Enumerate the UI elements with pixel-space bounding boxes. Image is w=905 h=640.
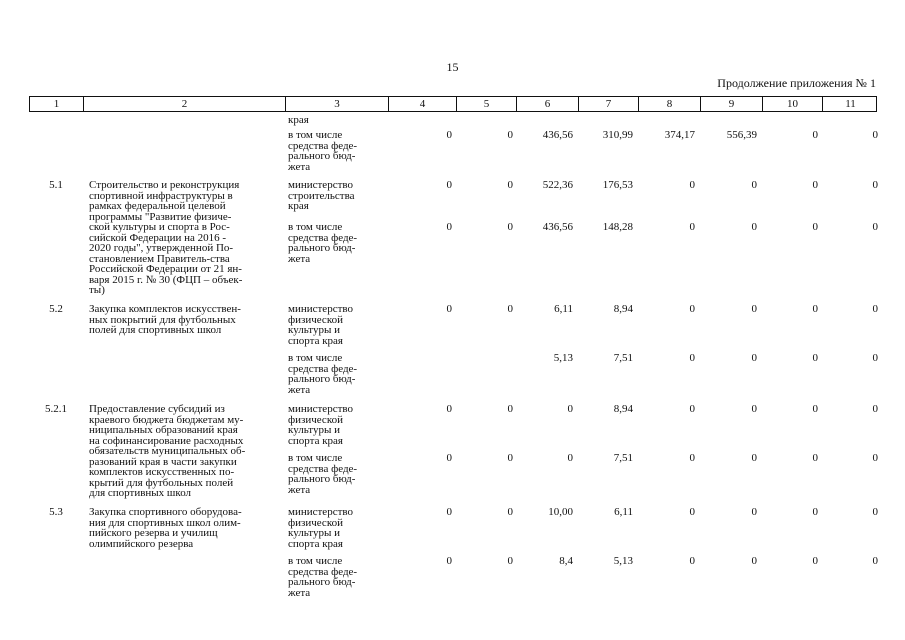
value-cell: 0 [689,555,695,567]
value-cell: 0 [812,352,818,364]
column-header: 11 [845,98,856,110]
value-cell: 0 [507,303,513,315]
page-number: 15 [446,60,459,74]
value-cell: 0 [751,452,757,464]
value-cell: 0 [812,506,818,518]
value-cell: 436,56 [542,129,573,141]
activity-name: Строительство и реконструкция спортивной инфраструктуры в рамках федеральной целевой программы "Развитие физиче- ской культуры и спорта в Рос- сийской Федерации на 2016 - 2020 годы", утвержденной По- становлением Правитель-ства Российской Федерации от 21 ян- варя 2015 г. № 30 (ФЦП – объек- ты) [89,179,243,296]
value-cell: 8,94 [613,303,633,315]
executor: в том числе средства феде- рального бюд- жета [288,555,358,599]
column-header: 10 [763,97,823,111]
value-cell: 0 [812,555,818,567]
continuation-note: Продолжение приложения № 1 [717,76,876,90]
executor: министерство физической культуры и спорта края [288,303,354,347]
executor: в том числе средства феде- рального бюд- жета [288,452,358,496]
value-cell: 0 [446,179,452,191]
executor: министерство строительства края [288,179,355,212]
row-number: 5.1 [49,179,63,191]
executor: в том числе средства феде- рального бюд- жета [288,352,358,396]
value-cell: 0 [751,179,757,191]
value-cell: 0 [872,352,878,364]
value-cell: 0 [446,506,452,518]
value-cell: 522,36 [542,179,573,191]
value-cell: 0 [689,403,695,415]
value-cell: 0 [751,303,757,315]
value-cell: 6,11 [614,506,633,518]
value-cell: 0 [567,403,573,415]
column-header: 6 [517,97,579,111]
value-cell: 0 [751,506,757,518]
activity-name: Предоставление субсидий из краевого бюджета бюджетам му- ниципальных образований края на софинансирование расходных обязательств муниципальных об- разований края в части закупки комплектов искусственных по- крытий для футбольных полей для спортивных школ [89,403,246,499]
value-cell: 0 [812,179,818,191]
value-cell: 310,99 [602,129,633,141]
value-cell: 0 [446,221,452,233]
activity-name: Закупка комплектов искусствен- ных покрытий для футбольных полей для спортивных школ [89,303,241,336]
column-header: 8 [639,97,701,111]
value-cell: 176,53 [602,179,633,191]
value-cell: 0 [507,555,513,567]
value-cell: 0 [751,403,757,415]
value-cell: 0 [872,303,878,315]
value-cell: 0 [872,221,878,233]
value-cell: 556,39 [726,129,757,141]
value-cell: 0 [812,303,818,315]
value-cell: 0 [872,179,878,191]
value-cell: 0 [689,179,695,191]
value-cell: 0 [751,352,757,364]
value-cell: 0 [872,555,878,567]
value-cell: 0 [689,352,695,364]
value-cell: 0 [507,129,513,141]
column-header: 4 [389,97,457,111]
column-header: 7 [579,97,639,111]
value-cell: 0 [507,403,513,415]
value-cell: 5,13 [553,352,573,364]
column-header: 3 [286,97,389,111]
value-cell: 8,94 [613,403,633,415]
value-cell: 8,4 [559,555,573,567]
executor: в том числе средства феде- рального бюд- жета [288,129,358,173]
value-cell: 0 [567,452,573,464]
column-header: 5 [457,97,517,111]
value-cell: 0 [507,221,513,233]
row-number: 5.2 [49,303,63,315]
executor: в том числе средства феде- рального бюд- жета [288,221,358,265]
column-header: 1 [30,97,84,111]
value-cell: 0 [872,452,878,464]
value-cell: 0 [751,555,757,567]
value-cell: 0 [446,303,452,315]
value-cell: 0 [689,221,695,233]
value-cell: 7,51 [613,352,633,364]
value-cell: 10,00 [548,506,573,518]
value-cell: 0 [446,555,452,567]
row-number: 5.3 [49,506,63,518]
value-cell: 0 [751,221,757,233]
value-cell: 0 [872,403,878,415]
value-cell: 374,17 [664,129,695,141]
value-cell: 0 [446,452,452,464]
value-cell: 0 [446,403,452,415]
value-cell: 7,51 [613,452,633,464]
executor: министерство физической культуры и спорта края [288,403,354,447]
column-header: 9 [701,97,763,111]
value-cell: 0 [689,303,695,315]
value-cell: 0 [689,452,695,464]
value-cell: 436,56 [542,221,573,233]
value-cell: 0 [812,452,818,464]
activity-name: Закупка спортивного оборудова- ния для спортивных школ олим- пийского резерва и училищ олимпийского резерва [89,506,242,550]
value-cell: 6,11 [554,303,573,315]
value-cell: 0 [812,129,818,141]
value-cell: 0 [689,506,695,518]
value-cell: 0 [507,452,513,464]
value-cell: 5,13 [613,555,633,567]
executor: министерство физической культуры и спорта края [288,506,354,550]
row-number: 5.2.1 [45,403,67,415]
value-cell: 0 [812,221,818,233]
value-cell: 0 [507,179,513,191]
value-cell: 0 [507,506,513,518]
table-header-row [29,96,877,112]
executor: края [288,114,309,126]
value-cell: 0 [446,129,452,141]
value-cell: 0 [812,403,818,415]
value-cell: 0 [872,129,878,141]
value-cell: 148,28 [602,221,633,233]
value-cell: 0 [872,506,878,518]
column-header: 2 [84,97,286,111]
